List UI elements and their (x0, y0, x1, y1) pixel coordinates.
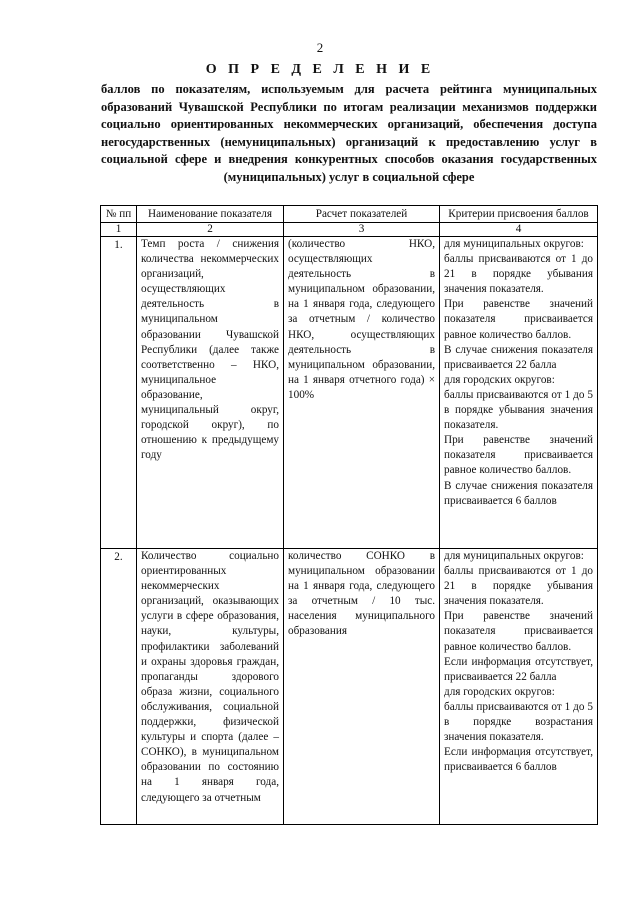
criteria-line: В случае снижения показателя присваивается 22 балла (444, 343, 593, 371)
criteria-line: для муниципальных округов: (444, 550, 584, 562)
indicator-calculation: количество СОНКО в муниципальном образовании на 1 января года, следующего за отчетным / 10 тыс. населения муниципального образования (284, 549, 440, 825)
document-title: О П Р Е Д Е Л Е Н И Е (205, 62, 435, 77)
header-criteria: Критерии присвоения баллов (440, 206, 598, 223)
table-row (101, 237, 598, 549)
column-number: 2 (137, 223, 284, 237)
criteria-line: Если информация отсутствует, присваивается 22 балла (444, 655, 593, 683)
criteria-line: для муниципальных округов: (444, 238, 584, 250)
criteria-line: баллы присваиваются от 1 до 5 в порядке убывания значения показателя. (444, 388, 593, 432)
criteria-line: для городских округов: (444, 373, 555, 386)
criteria-table (100, 205, 598, 825)
criteria-line: для городских округов: (444, 685, 555, 698)
indicator-criteria (440, 237, 598, 549)
criteria-line: баллы присваиваются от 1 до 21 в порядке убывания значения показателя. (444, 565, 593, 608)
criteria-line: баллы присваиваются от 1 до 5 в порядке возрастания значения показателя. (444, 700, 593, 744)
criteria-line: При равенстве значений показателя присваивается равное количество баллов. (444, 298, 593, 341)
table-row (101, 549, 598, 825)
criteria-line: При равенстве значений показателя присваивается равное количество баллов. (444, 434, 593, 477)
criteria-line: При равенстве значений показателя присваивается равное количество баллов. (444, 610, 593, 653)
column-number: 1 (101, 223, 137, 237)
row-number: 1. (101, 237, 137, 549)
header-num: № пп (101, 206, 137, 223)
header-name: Наименование показателя (137, 206, 284, 223)
table-header-row (101, 206, 598, 223)
indicator-criteria (440, 549, 598, 825)
column-number: 3 (284, 223, 440, 237)
row-number: 2. (101, 549, 137, 825)
indicator-calculation: (количество НКО, осуществляющих деятельность в муниципальном образовании, на 1 января года, следующего за отчетным / количество НКО, осуществляющих деятельность в муниципальном образовании, на 1 января отчетного года) × 100% (284, 237, 440, 549)
indicator-name: Темп роста / снижения количества некоммерческих организаций, осуществляющих деятельность в муниципальном образовании Чувашской Республики (далее также соответственно – НКО, муниципальное образование, муниципальный округ, городской округ), по отношению к предыдущему году (137, 237, 284, 549)
document-subtitle: баллов по показателям, используемым для расчета рейтинга муниципальных образований Чувашской Республики по итогам реализации механизмов поддержки социально ориентированных некоммерческих организаций, обеспечения доступа негосударственных (немуниципальных) организаций к предоставлению услуг в социальной сфере и внедрения конкурентных способов оказания государственных (муниципальных) услуг в социальной сфере (101, 82, 597, 184)
column-number-row (101, 223, 598, 237)
column-number: 4 (440, 223, 598, 237)
header-calc: Расчет показателей (284, 206, 440, 223)
page-number: 2 (316, 40, 324, 55)
criteria-line: В случае снижения показателя присваивается 6 баллов (444, 479, 593, 507)
criteria-line: баллы присваиваются от 1 до 21 в порядке убывания значения показателя. (444, 253, 593, 296)
indicator-name: Количество социально ориентированных некоммерческих организаций, оказывающих услуги в сфере образования, науки, культуры, профилактики заболеваний и охраны здоровья граждан, пропаганды здорового образа жизни, социального обслуживания, социальной поддержки, физической культуры и спорта (далее – СОНКО), в муниципальном образовании по состоянию на 1 января года, следующего за отчетным (137, 549, 284, 825)
criteria-line: Если информация отсутствует, присваивается 6 баллов (444, 746, 593, 774)
